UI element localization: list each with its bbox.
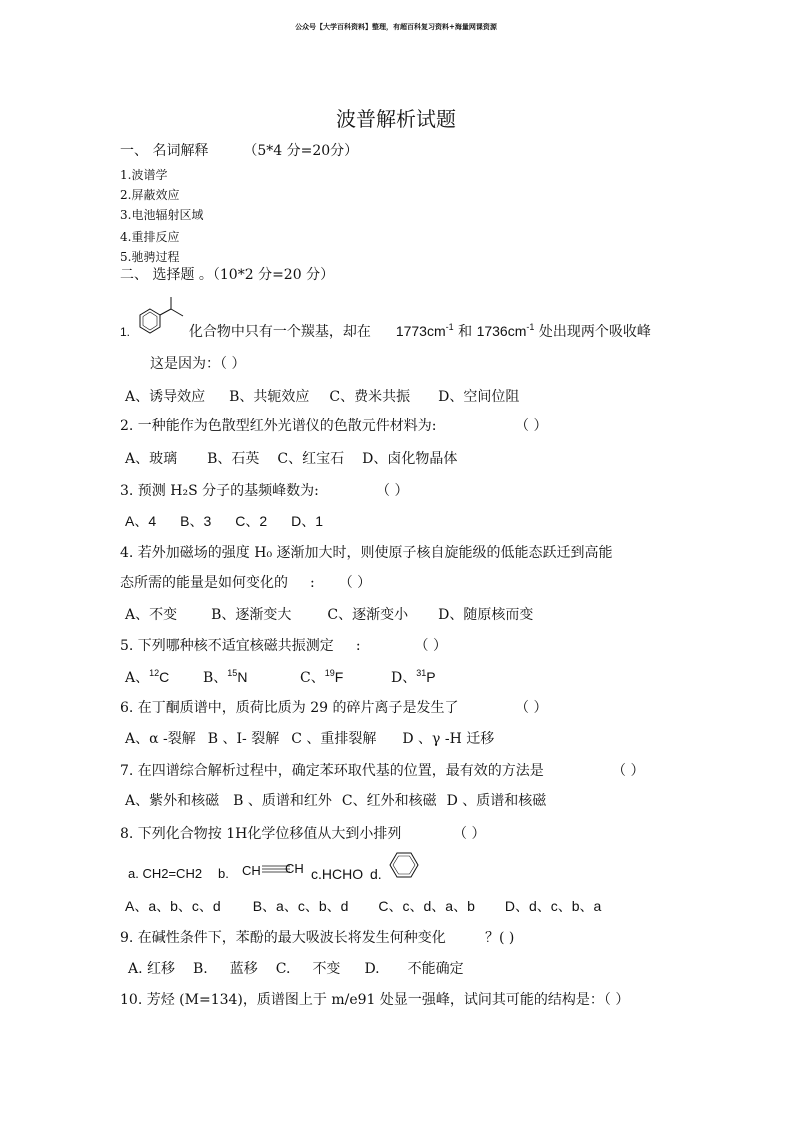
section1-heading: 一、 名词解释 (120, 143, 209, 159)
q8-compound-b-ch-right: CH (285, 861, 304, 876)
q7-options (125, 792, 546, 810)
q1-line2: 这是因为：（ ） (150, 356, 246, 372)
q5-question-row (120, 637, 447, 655)
q6-option-b[interactable]: B 、I- 裂解 (207, 731, 280, 747)
q5-option-b-element: N (237, 669, 248, 685)
q8-compound-a: a. CH2=CH2 (128, 866, 203, 881)
q5-option-c-element: F (334, 669, 344, 685)
q5-answer-paren: （ ） (414, 638, 447, 654)
q4-line1: 4. 若外加磁场的强度 H₀ 逐渐加大时，则使原子核自旋能级的低能态跃迁到高能 (120, 545, 613, 561)
q7-option-d[interactable]: D 、质谱和核磁 (446, 793, 547, 809)
q9-option-d-label[interactable]: D. (364, 961, 380, 977)
q1-number: 1. (120, 325, 131, 339)
q5-option-d-mass: 31 (416, 668, 427, 678)
section1-score: （5*4 分=20分） (243, 143, 359, 159)
term-4: 4.重排反应 (120, 230, 180, 244)
q6-answer-paren: （ ） (515, 700, 548, 716)
q3-option-b[interactable]: B、3 (180, 513, 212, 529)
q2-option-c[interactable]: C、红宝石 (277, 451, 345, 467)
q6-option-a[interactable]: A、α -裂解 (125, 731, 196, 747)
q8-compound-b-ch-left: CH (242, 863, 261, 878)
q4-option-c[interactable]: C、逐渐变小 (327, 607, 409, 623)
term-1: 1.波谱学 (120, 168, 168, 182)
q9-option-a[interactable]: A. 红移 (128, 961, 176, 977)
q1-text-a: 化合物中只有一个羰基，却在 (188, 324, 371, 340)
q1-text-c: 处出现两个吸收峰 (538, 324, 651, 340)
q4-colon: : (310, 575, 315, 591)
q6-question: 6. 在丁酮质谱中，质荷比质为 29 的碎片离子是发生了 (120, 700, 459, 716)
q1-wavenumber-2: 1736cm (476, 323, 527, 339)
q6-option-c[interactable]: C 、重排裂解 (291, 731, 377, 747)
q4-line2: 态所需的能量是如何变化的 (120, 575, 288, 591)
q7-option-a[interactable]: A、紫外和核磁 (125, 793, 220, 809)
q9-option-c-text[interactable]: 不变 (312, 961, 341, 977)
q5-option-d[interactable] (391, 668, 436, 688)
q7-question: 7. 在四谱综合解析过程中，确定苯环取代基的位置，最有效的方法是 (120, 763, 544, 779)
q5-option-c[interactable] (300, 668, 343, 688)
q10-question: 10. 芳烃 (M=134)，质谱图上于 m/e91 处显一强峰，试问其可能的结构是：（ ） (120, 992, 630, 1008)
q2-option-a[interactable]: A、玻璃 (125, 451, 178, 467)
q6-option-d[interactable]: D 、γ -H 迁移 (402, 731, 495, 747)
q1-option-b[interactable]: B、共轭效应 (229, 389, 310, 405)
q1-option-c[interactable]: C、费米共振 (329, 389, 411, 405)
q3-option-a[interactable]: A、4 (125, 513, 157, 529)
q9-option-b-label[interactable]: B. (193, 961, 208, 977)
term-5: 5.驰骋过程 (120, 250, 180, 264)
q5-colon: : (355, 638, 361, 654)
q9-question: 9. 在碱性条件下，苯酚的最大吸波长将发生何种变化 (120, 930, 446, 946)
q5-option-c-label: C、 (300, 670, 325, 686)
q3-options (125, 512, 323, 530)
q5-option-b-mass: 15 (227, 668, 238, 678)
q4-options (125, 606, 533, 624)
q1-option-d[interactable]: D、空间位阻 (438, 389, 520, 405)
q5-option-b[interactable] (203, 668, 247, 688)
q1-option-a[interactable]: A、诱导效应 (125, 389, 206, 405)
q8-option-c[interactable]: C、c、d、a、b (378, 898, 475, 914)
q1-line1 (120, 322, 651, 342)
q2-option-b[interactable]: B、石英 (207, 451, 260, 467)
q2-answer-paren: （ ） (515, 418, 548, 434)
q1-wavenumber-2-sup: -1 (526, 322, 535, 332)
section2-heading: 二、 选择题 。（10*2 分=20 分） (120, 267, 335, 283)
q5-option-a[interactable] (125, 668, 169, 688)
q9-answer-paren: ？( ) (485, 930, 515, 946)
section1-heading-row (120, 142, 358, 160)
header-note: 公众号【大学百科资料】整理，有超百科复习资料+海量网课资源 (295, 22, 497, 31)
term-3: 3.电池辐射区域 (120, 208, 204, 222)
q3-question: 3. 预测 H₂S 分子的基频峰数为: (120, 483, 319, 499)
q5-option-a-element: C (159, 669, 170, 685)
q8-answer-paren: （ ） (453, 826, 486, 842)
q4-option-b[interactable]: B、逐渐变大 (211, 607, 292, 623)
q5-option-d-element: P (426, 669, 436, 685)
q4-line2-row (120, 574, 371, 592)
page-title: 波普解析试题 (336, 107, 456, 131)
q4-option-d[interactable]: D、随原核而变 (438, 607, 534, 623)
q1-wavenumber-1: 1773cm (395, 323, 446, 339)
q4-answer-paren: （ ） (338, 575, 372, 591)
q8-question: 8. 下列化合物按 1H化学位移值从大到小排列 (120, 826, 402, 842)
q3-answer-paren: （ ） (376, 483, 409, 499)
q5-option-a-mass: 12 (149, 668, 160, 678)
q2-option-d[interactable]: D、卤化物晶体 (362, 451, 458, 467)
q7-answer-paren: （ ） (612, 763, 645, 779)
q9-option-c-label[interactable]: C. (275, 961, 291, 977)
q8-options (125, 897, 601, 915)
q3-option-c[interactable]: C、2 (235, 513, 268, 529)
q8-compound-c: c.HCHO (311, 866, 364, 882)
q5-question: 5. 下列哪种核不适宜核磁共振测定 (120, 638, 334, 654)
q1-wavenumber-1-sup: -1 (445, 322, 454, 332)
q2-question: 2. 一种能作为色散型红外光谱仪的色散元件材料为: (120, 418, 437, 434)
q7-option-c[interactable]: C、红外和核磁 (341, 793, 437, 809)
q6-options (125, 730, 494, 748)
q5-option-c-mass: 19 (324, 668, 335, 678)
q3-option-d[interactable]: D、1 (291, 513, 324, 529)
q8-compound-d-label: d. (370, 866, 382, 882)
q5-option-d-label: D、 (391, 670, 417, 686)
q9-option-d-text[interactable]: 不能确定 (407, 961, 464, 977)
q8-option-a[interactable]: A、a、b、c、d (125, 898, 221, 914)
q5-option-b-label: B、 (203, 670, 228, 686)
q8-benzene-ring-icon (389, 852, 419, 878)
q8-compound-b-label: b. (218, 866, 229, 881)
q5-option-a-label: A、 (125, 670, 150, 686)
q8-option-b[interactable]: B、a、c、b、d (252, 898, 349, 914)
q1-text-b: 和 (458, 324, 473, 340)
q9-options (128, 960, 464, 978)
q9-option-b-text[interactable]: 蓝移 (229, 961, 258, 977)
term-2: 2.屏蔽效应 (120, 188, 180, 202)
q1-options (125, 388, 519, 406)
q4-option-a[interactable]: A、不变 (125, 607, 178, 623)
q2-options (125, 450, 457, 468)
q7-option-b[interactable]: B 、质谱和红外 (233, 793, 332, 809)
q8-option-d[interactable]: D、d、c、b、a (504, 898, 602, 914)
